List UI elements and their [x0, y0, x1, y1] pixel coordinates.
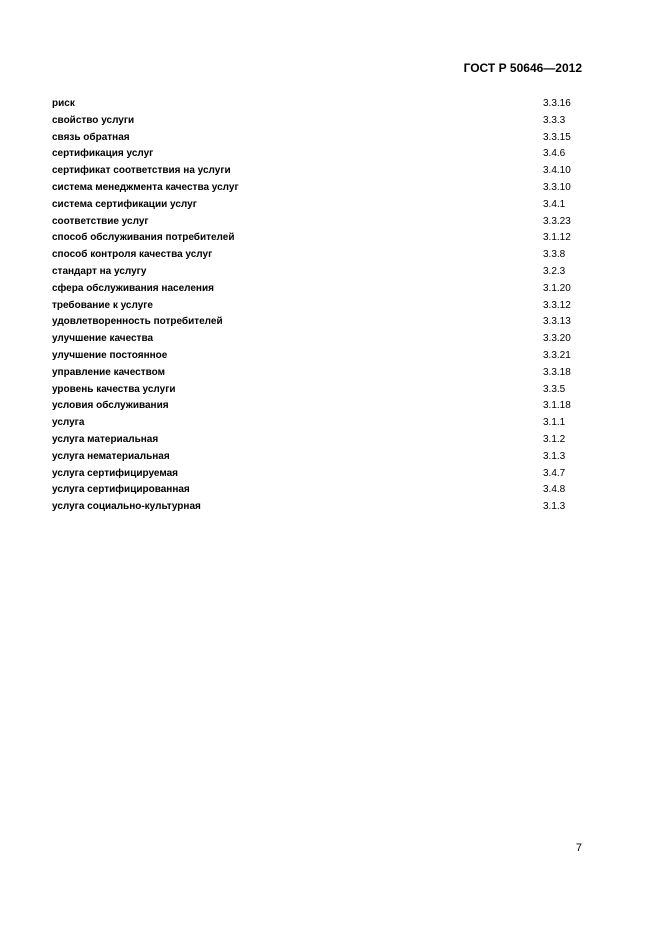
index-term: услуга материальная [52, 433, 159, 445]
index-term: способ обслуживания потребителей [52, 232, 235, 244]
index-row [52, 163, 580, 180]
index-section-ref: 3.1.1 [543, 417, 566, 429]
index-term: сертификация услуг [52, 148, 154, 160]
index-section-ref: 3.1.2 [543, 433, 566, 445]
index-row [52, 180, 580, 197]
index-term: услуга нематериальная [52, 450, 170, 462]
index-section-ref: 3.4.1 [543, 198, 566, 210]
index-row [52, 130, 580, 147]
index-section-ref: 3.3.18 [543, 366, 571, 378]
index-section-ref: 3.1.3 [543, 450, 566, 462]
index-section-ref: 3.1.3 [543, 501, 566, 513]
index-term: система сертификации услуг [52, 198, 197, 210]
index-term: способ контроля качества услуг [52, 249, 213, 261]
index-section-ref: 3.4.7 [543, 467, 566, 479]
index-section-ref: 3.4.10 [543, 165, 571, 177]
index-section-ref: 3.4.6 [543, 148, 566, 160]
index-term: управление качеством [52, 366, 165, 378]
index-term: требование к услуге [52, 299, 153, 311]
index-term: условия обслуживания [52, 400, 169, 412]
index-term: стандарт на услугу [52, 265, 147, 277]
index-section-ref: 3.1.12 [543, 232, 571, 244]
index-term: сфера обслуживания населения [52, 282, 214, 294]
index-section-ref: 3.3.3 [543, 114, 566, 126]
index-row [52, 96, 580, 113]
index-term: система менеджмента качества услуг [52, 181, 239, 193]
index-section-ref: 3.3.21 [543, 349, 571, 361]
index-term: услуга социально-культурная [52, 501, 201, 513]
index-row [52, 331, 580, 348]
index-row [52, 432, 580, 449]
index-row [52, 398, 580, 415]
index-section-ref: 3.3.13 [543, 316, 571, 328]
index-section-ref: 3.1.20 [543, 282, 571, 294]
index-term: улучшение постоянное [52, 349, 168, 361]
index-section-ref: 3.1.18 [543, 400, 571, 412]
index-section-ref: 3.3.20 [543, 333, 571, 345]
index-row [52, 348, 580, 365]
index-section-ref: 3.3.12 [543, 299, 571, 311]
index-term: услуга [52, 417, 85, 429]
index-section-ref: 3.2.3 [543, 265, 566, 277]
index-term: свойство услуги [52, 114, 135, 126]
index-term: сертификат соответствия на услуги [52, 165, 231, 177]
alphabetical-index [52, 96, 580, 516]
index-row [52, 365, 580, 382]
index-row [52, 466, 580, 483]
index-row [52, 264, 580, 281]
index-row [52, 449, 580, 466]
index-row [52, 314, 580, 331]
index-row [52, 281, 580, 298]
index-term: соответствие услуг [52, 215, 149, 227]
index-section-ref: 3.3.23 [543, 215, 571, 227]
index-row [52, 482, 580, 499]
index-term: уровень качества услуги [52, 383, 176, 395]
index-term: улучшение качества [52, 333, 154, 345]
index-section-ref: 3.3.16 [543, 98, 571, 109]
index-term: услуга сертифицируемая [52, 467, 178, 479]
index-term: удовлетворенность потребителей [52, 316, 223, 328]
page-number: 7 [575, 842, 582, 854]
index-row [52, 113, 580, 130]
index-section-ref: 3.3.8 [543, 249, 566, 261]
index-section-ref: 3.3.5 [543, 383, 566, 395]
index-row [52, 197, 580, 214]
index-section-ref: 3.4.8 [543, 484, 566, 496]
index-row [52, 146, 580, 163]
index-term: связь обратная [52, 131, 130, 143]
index-row [52, 214, 580, 231]
index-row [52, 499, 580, 516]
index-section-ref: 3.3.15 [543, 131, 571, 143]
document-code: ГОСТ Р 50646—2012 [463, 61, 582, 75]
index-term: услуга сертифицированная [52, 484, 190, 496]
index-row [52, 382, 580, 399]
index-row [52, 247, 580, 264]
index-row [52, 415, 580, 432]
index-section-ref: 3.3.10 [543, 181, 571, 193]
index-row [52, 298, 580, 315]
index-term: риск [52, 98, 75, 109]
index-row [52, 230, 580, 247]
